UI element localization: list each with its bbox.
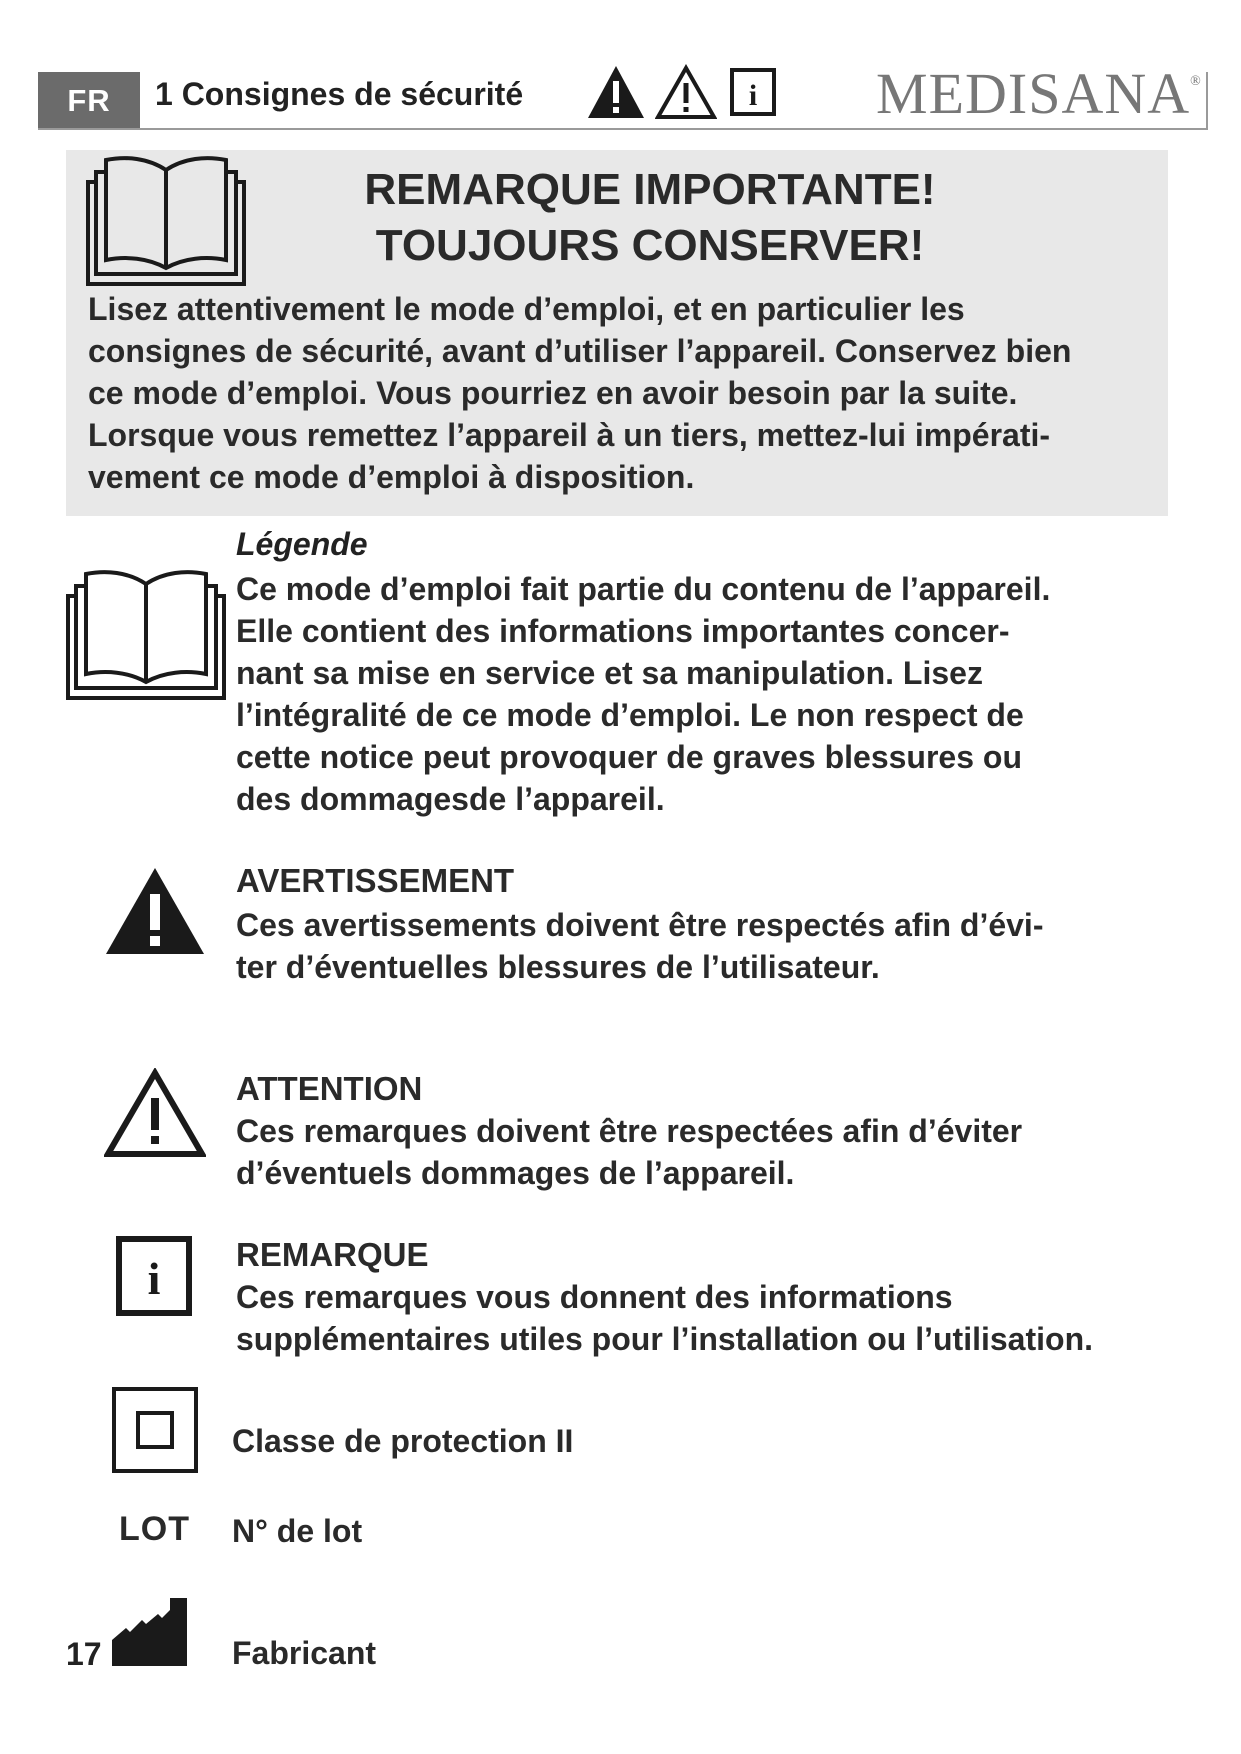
important-body (88, 288, 1163, 498)
warning-outline-icon (655, 64, 717, 120)
important-title-line-1: REMARQUE IMPORTANTE! (364, 165, 936, 214)
attention-text (236, 1110, 1022, 1194)
important-line: Lorsque vous remettez l’appareil à un tiers, mettez-lui impérati- (88, 417, 1051, 453)
warning-filled-icon (104, 866, 206, 956)
important-title (250, 162, 1050, 274)
info-icon (730, 68, 776, 116)
brand-logo: MEDISANA® (876, 61, 1202, 126)
legend-manual-text (236, 568, 1050, 820)
important-line: ce mode d’emploi. Vous pourriez en avoir besoin par la suite. (88, 375, 1018, 411)
book-icon (86, 152, 246, 286)
class-ii-icon (111, 1386, 199, 1474)
important-title-line-2: TOUJOURS CONSERVER! (375, 221, 925, 270)
warning-outline-icon (104, 1068, 206, 1158)
header-vertical-divider (1206, 72, 1208, 130)
header-divider (38, 128, 1208, 130)
attention-line: Ces remarques doivent être respectées afin d’éviter (236, 1113, 1023, 1149)
remark-line: supplémentaires utiles pour l’installation ou l’utilisation. (236, 1321, 1093, 1357)
important-line: Lisez attentivement le mode d’emploi, et en particulier les (88, 291, 965, 327)
important-line: consignes de sécurité, avant d’utiliser l’appareil. Conservez bien (88, 333, 1072, 369)
manufacturer-label: Fabricant (232, 1635, 377, 1671)
important-line: vement ce mode d’emploi à disposition. (88, 459, 695, 495)
language-badge: FR (38, 72, 140, 130)
legend-line: cette notice peut provoquer de graves blessures ou (236, 739, 1022, 775)
remark-text (236, 1276, 1093, 1360)
attention-title: ATTENTION (236, 1070, 423, 1107)
warning-text (236, 904, 1043, 988)
lot-symbol: LOT (119, 1510, 190, 1548)
warning-filled-icon (586, 64, 646, 120)
protection-class-label: Classe de protection II (232, 1423, 574, 1459)
factory-icon (112, 1598, 188, 1668)
lot-label: N° de lot (232, 1513, 363, 1549)
section-title: 1 Consignes de sécurité (155, 76, 524, 112)
remark-line: Ces remarques vous donnent des informations (236, 1279, 953, 1315)
svg-text:i: i (748, 79, 758, 112)
book-icon (66, 566, 226, 700)
warning-title: AVERTISSEMENT (236, 862, 515, 899)
svg-text:i: i (147, 1253, 161, 1304)
legend-line: des dommagesde l’appareil. (236, 781, 665, 817)
warning-line: Ces avertissements doivent être respectés afin d’évi- (236, 907, 1044, 943)
page-number: 17 (66, 1636, 102, 1672)
legend-line: nant sa mise en service et sa manipulation. Lisez (236, 655, 983, 691)
info-icon (116, 1236, 192, 1316)
warning-line: ter d’éventuelles blessures de l’utilisateur. (236, 949, 880, 985)
legend-line: Ce mode d’emploi fait partie du contenu de l’appareil. (236, 571, 1051, 607)
remark-title: REMARQUE (236, 1236, 429, 1273)
legend-line: Elle contient des informations importantes concer- (236, 613, 1010, 649)
legend-line: l’intégralité de ce mode d’emploi. Le non respect de (236, 697, 1024, 733)
legend-heading: Légende (236, 526, 368, 562)
attention-line: d’éventuels dommages de l’appareil. (236, 1155, 795, 1191)
